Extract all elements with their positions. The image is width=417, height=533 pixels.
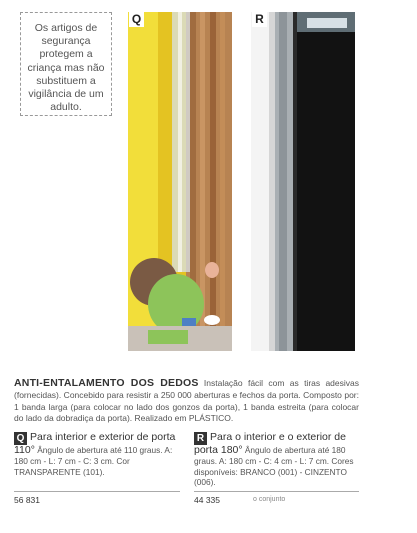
divider <box>194 491 359 492</box>
variant-q-heading: Para interior e exterior de porta 110° <box>14 431 176 456</box>
photo-letter-q: Q <box>129 12 144 27</box>
product-title: ANTI-ENTALAMENTO DOS DEDOS <box>14 377 199 389</box>
product-description-block <box>14 378 359 425</box>
variant-r-badge: R <box>194 432 207 445</box>
variant-q <box>14 432 180 477</box>
variant-q-code: 56 831 <box>14 495 40 505</box>
product-photo-r <box>251 12 355 351</box>
variant-r-heading: Para o interior e o exterior de porta 180° <box>194 431 346 456</box>
product-photo-q <box>128 12 232 351</box>
photo-letter-r: R <box>252 12 267 27</box>
safety-note: Os artigos de segurança protegem a criança mas não substituem a vigilância de um adulto. <box>20 12 112 116</box>
variant-r-unit: o conjunto <box>253 496 286 503</box>
variant-r-code: 44 335 <box>194 495 220 505</box>
product-description: Instalação fácil com as tiras adesivas (fornecidas). Concebido para resistir a 250 000 aberturas e fechos da porta. Composto por: 1 banda larga (para colocar no lado dos gonzos da porta), 1 banda estreita (para colocar do lado da dobradiça da porta). Realizado em PLÁSTICO. <box>14 378 359 424</box>
variant-q-badge: Q <box>14 432 27 445</box>
variant-q-details: Ângulo de abertura até 110 graus. A: 180 cm - L: 7 cm - C: 3 cm. Cor TRANSPARENTE (101). <box>14 445 173 477</box>
variant-r <box>194 432 360 488</box>
divider <box>14 491 180 492</box>
variant-r-details: Ângulo de abertura até 180 graus. A: 180 cm - C: 4 cm - L: 7 cm. Cores disponíveis: BRANCO (001) - CINZENTO (006). <box>194 445 354 488</box>
